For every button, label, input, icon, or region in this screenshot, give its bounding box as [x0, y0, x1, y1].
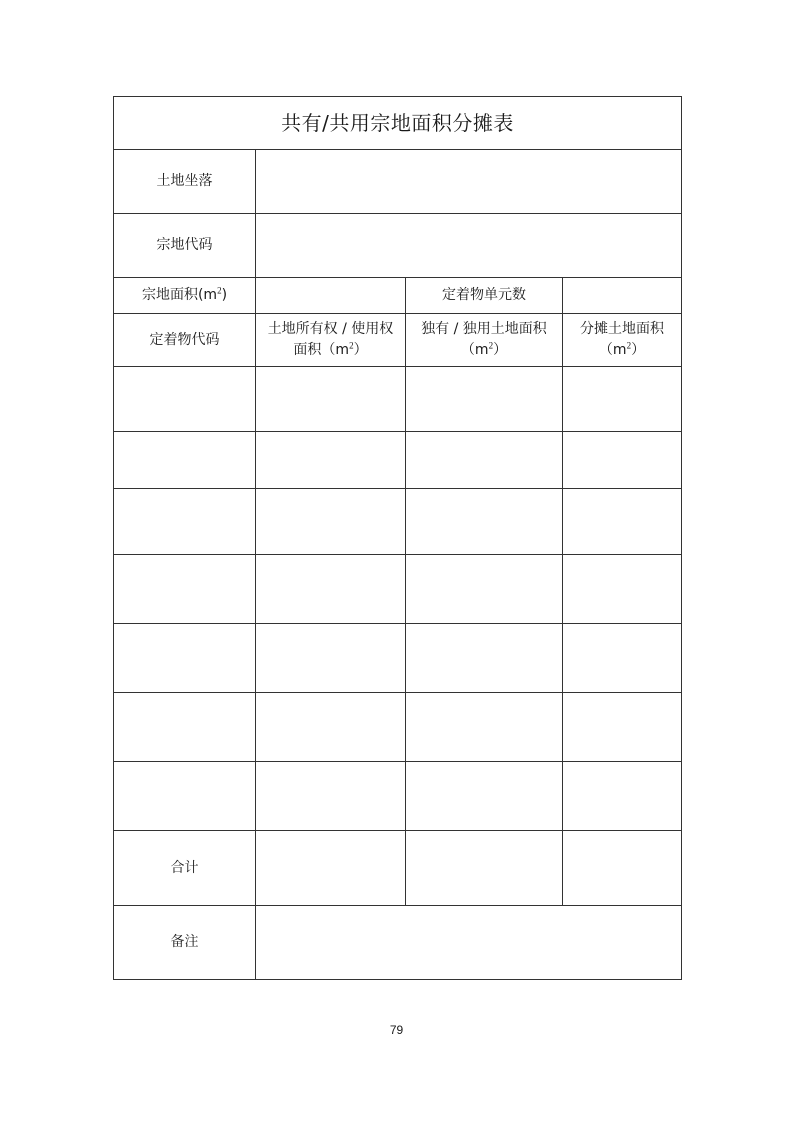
ownership-area-header-line1: 土地所有权 / 使用权 — [267, 321, 394, 337]
land-location-value[interactable] — [256, 150, 682, 214]
fixture-code-cell[interactable] — [114, 489, 256, 555]
exclusive-area-header — [406, 314, 563, 367]
apportioned-area-cell[interactable] — [563, 432, 682, 489]
apportioned-area-cell[interactable] — [563, 367, 682, 432]
land-location-row — [114, 150, 682, 214]
fixture-code-cell[interactable] — [114, 432, 256, 489]
apportioned-area-unit-close: ） — [631, 342, 646, 358]
exclusive-area-unit-exponent: 2 — [488, 340, 494, 351]
column-header-row — [114, 314, 682, 367]
apportioned-area-cell[interactable] — [563, 693, 682, 762]
total-exclusive-area-cell[interactable] — [406, 831, 563, 906]
exclusive-area-cell[interactable] — [406, 693, 563, 762]
exclusive-area-unit-close: ） — [493, 342, 508, 358]
table-row — [114, 762, 682, 831]
fixture-code-cell[interactable] — [114, 693, 256, 762]
apportioned-area-cell[interactable] — [563, 489, 682, 555]
ownership-area-cell[interactable] — [256, 555, 406, 624]
parcel-area-label-close: ) — [221, 287, 228, 303]
remarks-label: 备注 — [114, 906, 256, 980]
total-label: 合计 — [114, 831, 256, 906]
parcel-code-label: 宗地代码 — [114, 214, 256, 278]
exclusive-area-cell[interactable] — [406, 489, 563, 555]
table-row — [114, 624, 682, 693]
ownership-area-cell[interactable] — [256, 762, 406, 831]
ownership-area-unit-close: ） — [353, 342, 368, 358]
apportioned-area-cell[interactable] — [563, 555, 682, 624]
land-location-label: 土地坐落 — [114, 150, 256, 214]
table-row — [114, 489, 682, 555]
apportioned-area-unit-open: （m — [598, 342, 627, 358]
apportioned-area-header-line1: 分摊土地面积 — [580, 321, 664, 337]
fixture-code-cell[interactable] — [114, 624, 256, 693]
ownership-area-header — [256, 314, 406, 367]
table-row — [114, 693, 682, 762]
fixture-unit-count-label: 定着物单元数 — [406, 278, 563, 314]
parcel-area-row — [114, 278, 682, 314]
apportioned-area-cell[interactable] — [563, 762, 682, 831]
apportioned-area-header-line2 — [567, 340, 677, 361]
remarks-row — [114, 906, 682, 980]
ownership-area-cell[interactable] — [256, 693, 406, 762]
exclusive-area-cell[interactable] — [406, 555, 563, 624]
ownership-area-cell[interactable] — [256, 432, 406, 489]
fixture-unit-count-value[interactable] — [563, 278, 682, 314]
parcel-code-value[interactable] — [256, 214, 682, 278]
ownership-area-unit-open: 面积（m — [293, 342, 350, 358]
exclusive-area-header-line1: 独有 / 独用土地面积 — [421, 321, 547, 337]
total-ownership-area-cell[interactable] — [256, 831, 406, 906]
ownership-area-cell[interactable] — [256, 489, 406, 555]
exclusive-area-unit-open: （m — [460, 342, 489, 358]
exclusive-area-cell[interactable] — [406, 367, 563, 432]
exclusive-area-header-line2 — [410, 340, 558, 361]
parcel-area-label — [114, 278, 256, 314]
ownership-area-unit-exponent: 2 — [349, 340, 354, 351]
table-row — [114, 432, 682, 489]
exclusive-area-cell[interactable] — [406, 432, 563, 489]
total-row — [114, 831, 682, 906]
apportioned-area-unit-exponent: 2 — [626, 340, 632, 351]
remarks-value[interactable] — [256, 906, 682, 980]
ownership-area-cell[interactable] — [256, 367, 406, 432]
table-row — [114, 555, 682, 624]
page-number: 79 — [389, 1023, 404, 1037]
title-row — [114, 97, 682, 150]
table-row — [114, 367, 682, 432]
parcel-area-label-text: 宗地面积(m — [141, 287, 218, 303]
exclusive-area-cell[interactable] — [406, 762, 563, 831]
ownership-area-cell[interactable] — [256, 624, 406, 693]
apportioned-area-cell[interactable] — [563, 624, 682, 693]
apportioned-area-header — [563, 314, 682, 367]
parcel-code-row — [114, 214, 682, 278]
fixture-code-cell[interactable] — [114, 762, 256, 831]
fixture-code-header: 定着物代码 — [114, 314, 256, 367]
exclusive-area-cell[interactable] — [406, 624, 563, 693]
ownership-area-header-line2 — [260, 340, 401, 361]
parcel-area-value[interactable] — [256, 278, 406, 314]
total-apportioned-area-cell[interactable] — [563, 831, 682, 906]
fixture-code-cell[interactable] — [114, 555, 256, 624]
form-title: 共有/共用宗地面积分摊表 — [114, 97, 682, 150]
fixture-code-cell[interactable] — [114, 367, 256, 432]
apportionment-form-table — [113, 96, 682, 980]
parcel-area-exponent: 2 — [217, 285, 222, 296]
